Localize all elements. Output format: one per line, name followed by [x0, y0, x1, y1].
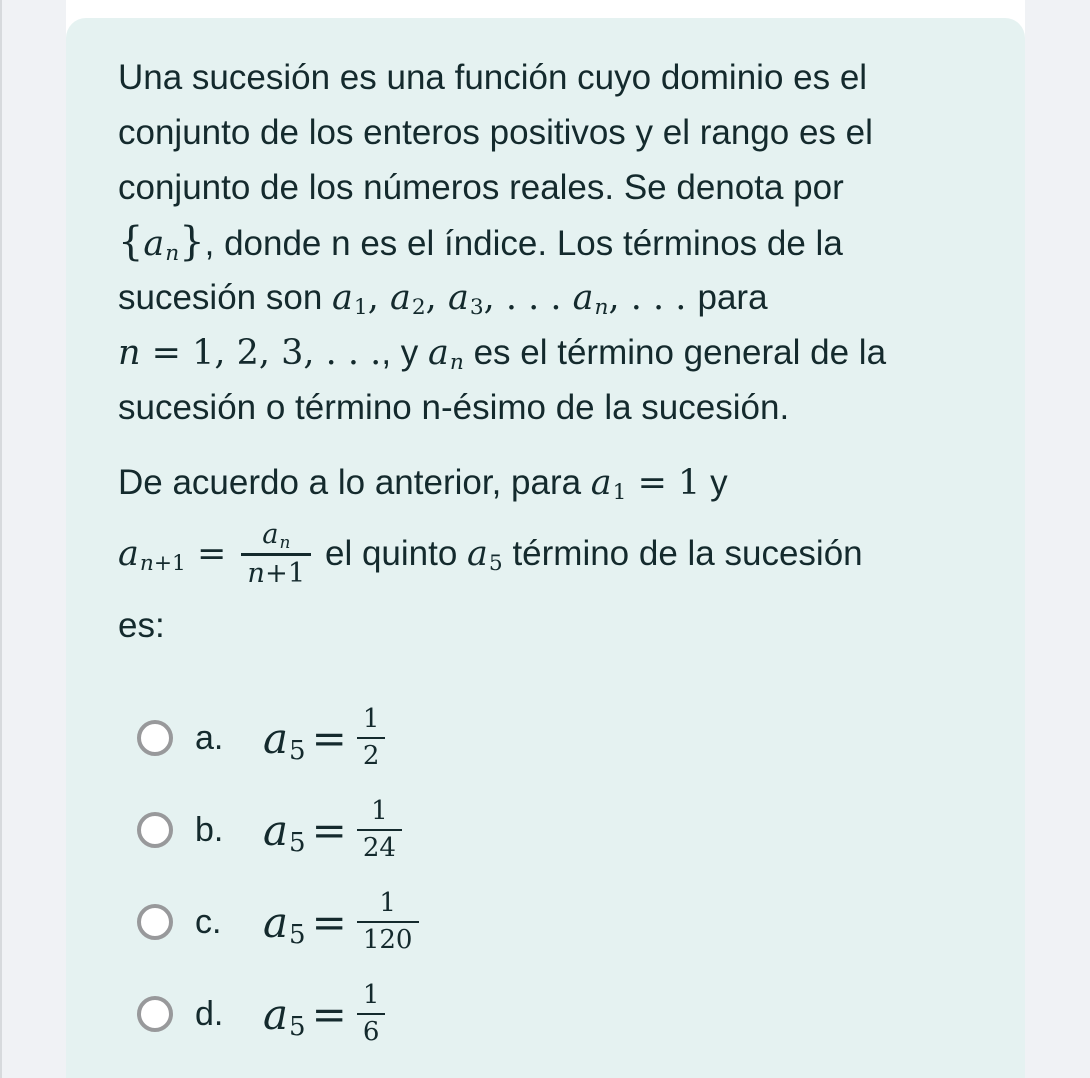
text-line [118, 598, 977, 653]
text-line [118, 325, 977, 380]
math-upright-run: , . . . [608, 278, 698, 318]
option-d-letter: d. [195, 994, 224, 1033]
answer-options-list [118, 692, 977, 1060]
fraction-numerator [357, 981, 386, 1009]
math-subscript [354, 295, 368, 320]
option-b-radio[interactable] [137, 812, 173, 848]
math-upright-run: , [367, 278, 390, 318]
fraction-denominator [357, 1018, 386, 1046]
option-c-radio[interactable] [137, 904, 173, 940]
question-card [66, 18, 1025, 1078]
question-paragraph-statement [118, 50, 977, 435]
math-upright-run: 2 [362, 741, 380, 772]
text-run: , donde n es el índice. Los términos de la [204, 224, 843, 263]
math-base: a [263, 713, 289, 763]
math-subscript [289, 828, 306, 858]
math-subscript [595, 295, 609, 320]
math-subscript-char: n [449, 350, 464, 376]
math-upright-run: = [311, 989, 347, 1039]
math-fraction [357, 705, 386, 770]
fraction-numerator [357, 889, 419, 917]
math-subscript-char: n [165, 241, 180, 267]
fraction-bar [241, 553, 311, 556]
math-subscript-char: 5 [289, 920, 306, 950]
text-run: para [697, 278, 768, 317]
text-run: conjunto de los números reales. Se denota por [118, 168, 844, 207]
text-line [118, 510, 977, 598]
math-subscript [450, 350, 464, 375]
math-subscript-char: 5 [289, 1012, 306, 1042]
math-subscript [289, 736, 306, 766]
option-b-row[interactable] [118, 784, 977, 876]
math-subscript [412, 295, 426, 320]
math-base: a [467, 534, 488, 574]
math-symbol-with-subscript [572, 278, 609, 321]
fraction-bar [357, 737, 386, 740]
math-subscript-char: + [153, 551, 173, 577]
math-base: a [263, 897, 289, 947]
math-base: a [262, 519, 279, 551]
option-c-letter: c. [195, 902, 222, 941]
math-upright-run: = [311, 897, 347, 947]
math-base: a [447, 278, 469, 318]
text-line [118, 455, 977, 510]
math-upright-run: = 1, 2, 3, . . . [140, 333, 382, 373]
math-subscript [140, 551, 186, 576]
text-run: y [700, 463, 728, 502]
question-paragraph-prompt [118, 455, 977, 653]
text-run: conjunto de los enteros positivos y el rango es el [118, 113, 873, 152]
math-subscript-char: 5 [488, 551, 503, 577]
option-a-row[interactable] [118, 692, 977, 784]
math-symbol-with-subscript [590, 463, 627, 506]
fraction-numerator [241, 520, 311, 550]
text-run: sucesión o término n-ésimo de la sucesión. [118, 388, 790, 427]
math-subscript [280, 532, 291, 552]
fraction-denominator [357, 742, 386, 770]
math-subscript [613, 480, 627, 505]
text-run: es: [118, 606, 165, 645]
text-line [118, 215, 977, 270]
option-a-letter: a. [195, 718, 224, 757]
math-base: a [118, 534, 139, 574]
math-base: a [572, 278, 594, 318]
text-line [118, 270, 977, 325]
option-a-radio[interactable] [137, 720, 173, 756]
math-symbol-with-subscript [467, 534, 503, 577]
fraction-bar [357, 921, 419, 924]
fraction-denominator [357, 834, 402, 862]
math-upright-run: 1 [362, 704, 380, 735]
math-subscript [470, 295, 484, 320]
text-run: , y [381, 333, 428, 372]
math-upright-run: = 1 [626, 463, 701, 503]
math-upright-run: 1 [371, 796, 388, 827]
math-upright-run: , [425, 278, 448, 318]
math-fraction [241, 520, 311, 588]
text-run: De acuerdo a lo anterior, para [118, 463, 591, 502]
math-symbol-with-subscript [447, 278, 484, 321]
math-base: a [389, 278, 411, 318]
math-upright-run: { [118, 219, 144, 265]
math-symbol-with-subscript [263, 989, 306, 1042]
option-b-letter: b. [195, 810, 224, 849]
math-upright-run: = [311, 805, 347, 855]
fraction-numerator [357, 705, 386, 733]
math-upright-run: = [311, 713, 347, 763]
math-subscript-char: 5 [289, 736, 306, 766]
math-italic-run: n [118, 333, 141, 373]
math-symbol-with-subscript [263, 805, 306, 858]
math-upright-run: +1 [265, 557, 306, 589]
math-upright-run: = [185, 534, 238, 574]
math-symbol-with-subscript [263, 897, 306, 950]
option-c-row[interactable] [118, 876, 977, 968]
option-d-row[interactable] [118, 968, 977, 1060]
math-subscript [489, 551, 503, 576]
math-symbol-with-subscript [332, 278, 368, 321]
math-subscript-char: n [594, 295, 609, 321]
math-symbol-with-subscript [118, 534, 186, 577]
math-symbol-with-subscript [389, 278, 426, 321]
math-upright-run: 1 [379, 888, 396, 919]
fraction-bar [357, 1013, 386, 1016]
fraction-denominator [241, 559, 311, 589]
math-italic-run: n [247, 557, 265, 589]
math-upright-run: } [179, 219, 205, 265]
math-subscript-char: 1 [353, 295, 368, 321]
math-symbol-with-subscript [143, 224, 180, 267]
option-c-answer-math [263, 889, 423, 954]
math-base: a [428, 333, 449, 373]
option-d-answer-math [263, 981, 389, 1046]
math-subscript-char: 2 [411, 295, 426, 321]
math-symbol-with-subscript [428, 333, 464, 376]
math-base: a [590, 463, 612, 503]
fraction-denominator [357, 926, 419, 954]
option-d-radio[interactable] [137, 996, 173, 1032]
math-subscript-char: n [279, 531, 291, 552]
math-upright-run: 24 [362, 833, 396, 864]
math-subscript [289, 1012, 306, 1042]
math-base: a [263, 805, 289, 855]
math-fraction [357, 889, 419, 954]
math-subscript-char: 3 [469, 295, 484, 321]
math-subscript-char: n [139, 551, 154, 577]
math-upright-run: , . . . [483, 278, 573, 318]
math-upright-run: 6 [362, 1017, 380, 1048]
math-fraction [357, 981, 386, 1046]
math-subscript [165, 241, 179, 266]
fraction-numerator [357, 797, 402, 825]
text-run: es el término general de la [463, 333, 887, 372]
content-column [66, 0, 1025, 1078]
text-line [118, 50, 977, 105]
text-line [118, 105, 977, 160]
math-subscript-char: 1 [172, 551, 186, 577]
math-base: a [332, 278, 353, 318]
text-run: Una sucesión es una función cuyo dominio es el [118, 58, 868, 97]
math-symbol-with-subscript [263, 713, 306, 766]
option-a-answer-math [263, 705, 389, 770]
math-fraction [357, 797, 402, 862]
math-base: a [143, 224, 165, 264]
text-line [118, 380, 977, 435]
math-upright-run: 1 [362, 980, 380, 1011]
text-run: el quinto [315, 534, 468, 573]
math-symbol-with-subscript [262, 519, 290, 550]
text-line [118, 160, 977, 215]
math-base: a [263, 989, 289, 1039]
math-subscript-char: 5 [289, 828, 306, 858]
fraction-bar [357, 829, 402, 832]
math-upright-run: 120 [362, 925, 413, 956]
text-run: término de la sucesión [502, 534, 863, 573]
option-b-answer-math [263, 797, 406, 862]
math-subscript-char: 1 [612, 480, 627, 506]
math-subscript [289, 920, 306, 950]
text-run: sucesión son [118, 278, 333, 317]
